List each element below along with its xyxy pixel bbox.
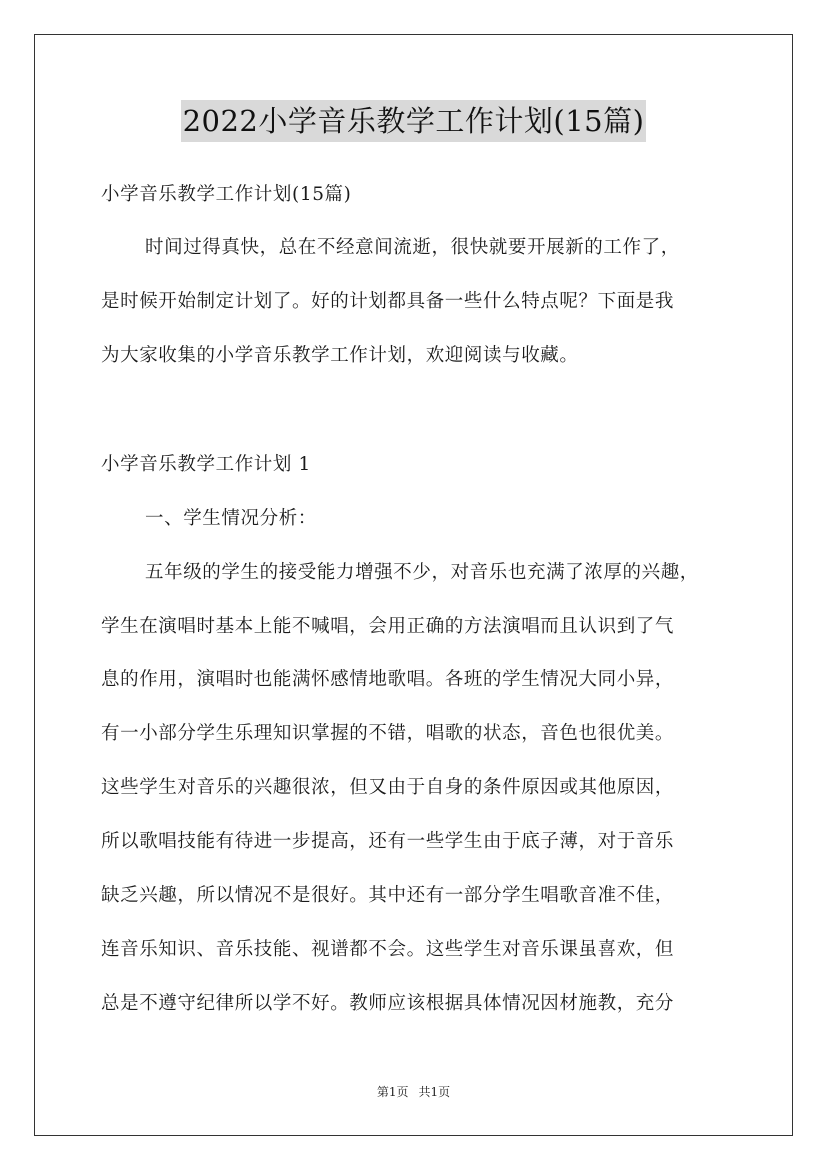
body-line: 连音乐知识、音乐技能、视谱都不会。这些学生对音乐课虽喜欢，但 <box>101 939 675 960</box>
body-line: 五年级的学生的接受能力增强不少，对音乐也充满了浓厚的兴趣， <box>145 562 699 583</box>
intro-line: 时间过得真快，总在不经意间流逝，很快就要开展新的工作了， <box>145 237 680 258</box>
body-line: 所以歌唱技能有待进一步提高，还有一些学生由于底子薄，对于音乐 <box>101 831 675 852</box>
intro-line: 为大家收集的小学音乐教学工作计划，欢迎阅读与收藏。 <box>101 345 579 366</box>
body-line: 缺乏兴趣，所以情况不是很好。其中还有一部分学生唱歌音准不佳， <box>101 885 675 906</box>
body-line: 总是不遵守纪律所以学不好。教师应该根据具体情况因材施教，充分 <box>101 993 675 1014</box>
document-title: 2022小学音乐教学工作计划(15篇) <box>181 100 647 142</box>
page-number: 第1页 <box>376 1085 409 1099</box>
page-total: 共1页 <box>418 1085 451 1099</box>
title-container <box>0 100 827 142</box>
intro-line: 是时候开始制定计划了。好的计划都具备一些什么特点呢？下面是我 <box>101 291 675 312</box>
body-line: 有一小部分学生乐理知识掌握的不错，唱歌的状态，音色也很优美。 <box>101 723 675 744</box>
section-title: 小学音乐教学工作计划 1 <box>101 454 311 475</box>
body-line: 息的作用，演唱时也能满怀感情地歌唱。各班的学生情况大同小异， <box>101 669 675 690</box>
section-heading: 一、学生情况分析： <box>145 508 317 529</box>
body-line: 这些学生对音乐的兴趣很浓，但又由于自身的条件原因或其他原因， <box>101 777 675 798</box>
body-line: 学生在演唱时基本上能不喊唱，会用正确的方法演唱而且认识到了气 <box>101 616 675 637</box>
document-subtitle: 小学音乐教学工作计划(15篇) <box>101 184 352 205</box>
page-footer <box>0 1084 827 1100</box>
